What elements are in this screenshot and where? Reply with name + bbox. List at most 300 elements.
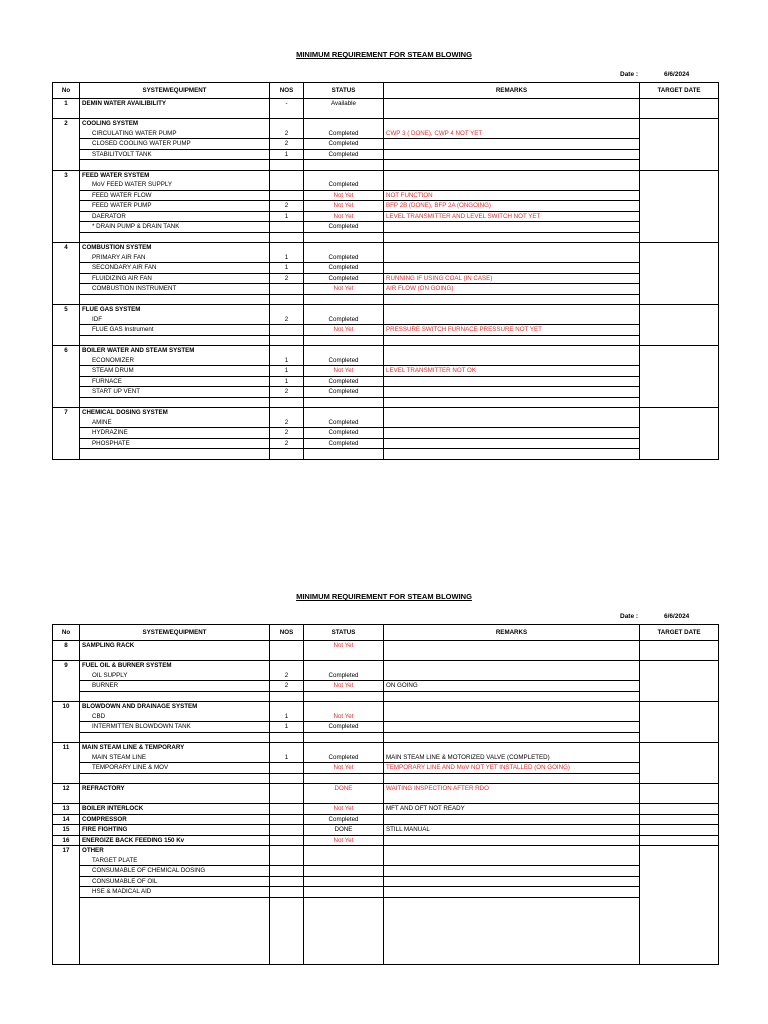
remarks-cell — [384, 907, 640, 917]
col-header-remarks: REMARKS — [384, 83, 640, 99]
nos-cell — [270, 119, 304, 129]
row-number — [53, 397, 80, 408]
target-date-cell — [640, 190, 719, 201]
remarks-cell — [384, 955, 640, 965]
status-cell: Completed — [304, 222, 384, 233]
nos-cell — [270, 804, 304, 815]
target-date-cell — [640, 671, 719, 681]
sheet2-date-label: Date : — [620, 613, 639, 620]
remarks-cell: LEVEL TRANSMITTER AND LEVEL SWITCH NOT YET — [384, 211, 640, 222]
system-equipment-cell — [80, 917, 270, 927]
remarks-cell — [384, 712, 640, 722]
system-equipment-cell: CBD — [80, 712, 270, 722]
system-equipment-cell — [80, 907, 270, 917]
row-number — [53, 273, 80, 284]
remarks-cell — [384, 691, 640, 702]
remarks-cell: RUNNING IF USING COAL (IN CASE) — [384, 273, 640, 284]
status-cell — [304, 773, 384, 784]
nos-cell — [270, 325, 304, 336]
system-row — [53, 119, 719, 129]
status-cell — [304, 945, 384, 955]
system-equipment-cell: CONSUMABLE OF CHEMICAL DOSING — [80, 866, 270, 877]
nos-cell: 2 — [270, 201, 304, 212]
target-date-cell — [640, 794, 719, 804]
equipment-row — [53, 722, 719, 733]
system-equipment-cell: HSE & MADICAL AID — [80, 887, 270, 898]
nos-cell — [270, 794, 304, 804]
row-number: 7 — [53, 408, 80, 418]
status-cell — [304, 170, 384, 180]
system-row — [53, 702, 719, 712]
target-date-cell — [640, 907, 719, 917]
equipment-row — [53, 180, 719, 190]
status-cell: Completed — [304, 418, 384, 428]
equipment-row — [53, 418, 719, 428]
system-row — [53, 243, 719, 253]
target-date-cell — [640, 438, 719, 449]
target-date-cell — [640, 284, 719, 295]
target-date-cell — [640, 387, 719, 398]
blank-row — [53, 651, 719, 661]
status-cell — [304, 732, 384, 743]
target-date-cell — [640, 366, 719, 377]
nos-cell — [270, 243, 304, 253]
nos-cell — [270, 825, 304, 836]
system-equipment-cell: FEED WATER PUMP — [80, 201, 270, 212]
remarks-cell — [384, 109, 640, 119]
row-number — [53, 139, 80, 150]
row-number — [53, 180, 80, 190]
status-cell — [304, 926, 384, 936]
system-equipment-cell: DAERATOR — [80, 211, 270, 222]
col-header-target-date: TARGET DATE — [640, 625, 719, 641]
target-date-cell — [640, 315, 719, 325]
row-number — [53, 149, 80, 160]
remarks-cell — [384, 170, 640, 180]
nos-cell — [270, 945, 304, 955]
remarks-cell — [384, 438, 640, 449]
status-cell — [304, 335, 384, 346]
system-equipment-cell: HYDRAZINE — [80, 428, 270, 439]
status-cell — [304, 408, 384, 418]
remarks-cell — [384, 263, 640, 274]
nos-cell: 2 — [270, 438, 304, 449]
col-header-target-date: TARGET DATE — [640, 83, 719, 99]
system-equipment-cell: COMPRESSOR — [80, 814, 270, 825]
status-cell: Completed — [304, 139, 384, 150]
nos-cell — [270, 160, 304, 171]
target-date-cell — [640, 376, 719, 387]
target-date-cell — [640, 846, 719, 856]
row-number — [53, 438, 80, 449]
remarks-cell — [384, 743, 640, 753]
row-number — [53, 926, 80, 936]
blank-row — [53, 917, 719, 927]
status-cell: Completed — [304, 428, 384, 439]
status-cell — [304, 661, 384, 671]
target-date-cell — [640, 129, 719, 139]
row-number — [53, 294, 80, 305]
nos-cell: 1 — [270, 376, 304, 387]
nos-cell — [270, 691, 304, 702]
nos-cell — [270, 109, 304, 119]
target-date-cell — [640, 222, 719, 233]
system-row — [53, 814, 719, 825]
system-equipment-cell: FUEL OIL & BURNER SYSTEM — [80, 661, 270, 671]
status-cell: Completed — [304, 753, 384, 763]
target-date-cell — [640, 876, 719, 887]
target-date-cell — [640, 661, 719, 671]
target-date-cell — [640, 119, 719, 129]
nos-cell — [270, 284, 304, 295]
system-row — [53, 99, 719, 109]
status-cell: Completed — [304, 180, 384, 190]
system-equipment-cell: FEED WATER FLOW — [80, 190, 270, 201]
system-equipment-cell — [80, 109, 270, 119]
equipment-row — [53, 876, 719, 887]
row-number — [53, 356, 80, 366]
nos-cell — [270, 190, 304, 201]
col-header-nos: NOS — [270, 83, 304, 99]
row-number — [53, 907, 80, 917]
target-date-cell — [640, 408, 719, 418]
remarks-cell — [384, 876, 640, 887]
equipment-row — [53, 376, 719, 387]
nos-cell — [270, 763, 304, 774]
status-cell: Not Yet — [304, 284, 384, 295]
remarks-cell: AIR FLOW (ON GOING) — [384, 284, 640, 295]
target-date-cell — [640, 149, 719, 160]
target-date-cell — [640, 449, 719, 460]
equipment-row — [53, 129, 719, 139]
row-number — [53, 753, 80, 763]
nos-cell — [270, 907, 304, 917]
nos-cell — [270, 866, 304, 877]
remarks-cell — [384, 814, 640, 825]
row-number — [53, 325, 80, 336]
nos-cell: 2 — [270, 315, 304, 325]
nos-cell: 1 — [270, 722, 304, 733]
remarks-cell — [384, 335, 640, 346]
remarks-cell — [384, 149, 640, 160]
status-cell: Completed — [304, 722, 384, 733]
remarks-cell — [384, 641, 640, 651]
row-number: 10 — [53, 702, 80, 712]
system-equipment-cell: MoV FEED WATER SUPPLY — [80, 180, 270, 190]
row-number — [53, 876, 80, 887]
system-equipment-cell — [80, 397, 270, 408]
status-cell: Completed — [304, 315, 384, 325]
remarks-cell — [384, 846, 640, 856]
blank-row — [53, 936, 719, 946]
remarks-cell: LEVEL TRANSMITTER NOT OK — [384, 366, 640, 377]
system-equipment-cell: SAMPLING RACK — [80, 641, 270, 651]
target-date-cell — [640, 139, 719, 150]
row-number — [53, 917, 80, 927]
nos-cell: 2 — [270, 418, 304, 428]
row-number — [53, 253, 80, 263]
system-equipment-cell: * DRAIN PUMP & DRAIN TANK — [80, 222, 270, 233]
equipment-row — [53, 753, 719, 763]
nos-cell — [270, 897, 304, 907]
status-cell: Not Yet — [304, 763, 384, 774]
status-cell: Completed — [304, 438, 384, 449]
target-date-cell — [640, 866, 719, 877]
row-number — [53, 671, 80, 681]
remarks-cell — [384, 835, 640, 846]
status-cell — [304, 907, 384, 917]
nos-cell: 2 — [270, 129, 304, 139]
nos-cell — [270, 170, 304, 180]
nos-cell — [270, 926, 304, 936]
target-date-cell — [640, 926, 719, 936]
status-cell: DONE — [304, 825, 384, 836]
system-equipment-cell: TEMPORARY LINE & MOV — [80, 763, 270, 774]
nos-cell — [270, 180, 304, 190]
remarks-cell — [384, 651, 640, 661]
equipment-row — [53, 201, 719, 212]
row-number: 16 — [53, 835, 80, 846]
system-row — [53, 661, 719, 671]
row-number — [53, 284, 80, 295]
system-equipment-cell: MAIN STEAM LINE — [80, 753, 270, 763]
status-cell — [304, 397, 384, 408]
status-cell — [304, 243, 384, 253]
sheet2-date: 6/6/2024 — [664, 613, 690, 620]
row-number — [53, 897, 80, 907]
nos-cell: 1 — [270, 753, 304, 763]
status-cell: Completed — [304, 387, 384, 398]
system-equipment-cell — [80, 232, 270, 243]
system-equipment-cell — [80, 691, 270, 702]
status-cell: DONE — [304, 784, 384, 794]
nos-cell: 2 — [270, 273, 304, 284]
col-header-no: No — [53, 83, 80, 99]
status-cell — [304, 794, 384, 804]
target-date-cell — [640, 201, 719, 212]
target-date-cell — [640, 160, 719, 171]
nos-cell: - — [270, 99, 304, 109]
status-cell — [304, 119, 384, 129]
target-date-cell — [640, 335, 719, 346]
remarks-cell: WAITING INSPECTION AFTER RDO — [384, 784, 640, 794]
row-number — [53, 366, 80, 377]
system-row — [53, 743, 719, 753]
status-cell — [304, 887, 384, 898]
blank-row — [53, 945, 719, 955]
nos-cell — [270, 917, 304, 927]
status-cell — [304, 936, 384, 946]
remarks-cell — [384, 945, 640, 955]
target-date-cell — [640, 743, 719, 753]
equipment-row — [53, 356, 719, 366]
remarks-cell: ON GOING — [384, 681, 640, 692]
status-cell — [304, 691, 384, 702]
blank-row — [53, 109, 719, 119]
sheet1-title: MINIMUM REQUIREMENT FOR STEAM BLOWING — [296, 50, 472, 59]
system-equipment-cell — [80, 773, 270, 784]
target-date-cell — [640, 945, 719, 955]
nos-cell: 1 — [270, 211, 304, 222]
target-date-cell — [640, 856, 719, 866]
target-date-cell — [640, 99, 719, 109]
equipment-row — [53, 315, 719, 325]
col-header-no: No — [53, 625, 80, 641]
nos-cell: 2 — [270, 428, 304, 439]
status-cell — [304, 866, 384, 877]
col-header-system: SYSTEM/EQUIPMENT — [80, 83, 270, 99]
nos-cell — [270, 702, 304, 712]
row-number: 1 — [53, 99, 80, 109]
equipment-row — [53, 284, 719, 295]
target-date-cell — [640, 180, 719, 190]
nos-cell — [270, 846, 304, 856]
remarks-cell: PRESSURE SWITCH FURNACE PRESSURE NOT YET — [384, 325, 640, 336]
row-number — [53, 722, 80, 733]
remarks-cell — [384, 180, 640, 190]
system-equipment-cell — [80, 945, 270, 955]
status-cell — [304, 743, 384, 753]
system-equipment-cell: FLUE GAS SYSTEM — [80, 305, 270, 315]
status-cell: Not Yet — [304, 201, 384, 212]
blank-row — [53, 232, 719, 243]
row-number — [53, 955, 80, 965]
status-cell: Completed — [304, 814, 384, 825]
remarks-cell — [384, 232, 640, 243]
target-date-cell — [640, 753, 719, 763]
nos-cell — [270, 936, 304, 946]
remarks-cell — [384, 661, 640, 671]
remarks-cell — [384, 315, 640, 325]
row-number: 11 — [53, 743, 80, 753]
row-number — [53, 763, 80, 774]
remarks-cell: BFP 2B (DONE), BFP 2A (ONGOING) — [384, 201, 640, 212]
system-row — [53, 846, 719, 856]
row-number: 3 — [53, 170, 80, 180]
target-date-cell — [640, 917, 719, 927]
row-number: 13 — [53, 804, 80, 815]
system-equipment-cell — [80, 651, 270, 661]
remarks-cell — [384, 671, 640, 681]
remarks-cell — [384, 397, 640, 408]
system-equipment-cell: ENERGIZE BACK FEEDING 150 Kv — [80, 835, 270, 846]
equipment-row — [53, 387, 719, 398]
system-equipment-cell: FLUE GAS Instrument — [80, 325, 270, 336]
target-date-cell — [640, 305, 719, 315]
system-equipment-cell: CLOSED COOLING WATER PUMP — [80, 139, 270, 150]
system-equipment-cell — [80, 449, 270, 460]
status-cell — [304, 294, 384, 305]
nos-cell: 1 — [270, 356, 304, 366]
nos-cell — [270, 305, 304, 315]
remarks-cell — [384, 305, 640, 315]
remarks-cell — [384, 428, 640, 439]
blank-row — [53, 397, 719, 408]
system-equipment-cell: CONSUMABLE OF OIL — [80, 876, 270, 887]
status-cell: Not Yet — [304, 835, 384, 846]
status-cell — [304, 109, 384, 119]
target-date-cell — [640, 691, 719, 702]
row-number — [53, 681, 80, 692]
system-equipment-cell: MAIN STEAM LINE & TEMPORARY — [80, 743, 270, 753]
equipment-row — [53, 671, 719, 681]
target-date-cell — [640, 773, 719, 784]
row-number — [53, 936, 80, 946]
col-header-nos: NOS — [270, 625, 304, 641]
nos-cell: 1 — [270, 263, 304, 274]
system-equipment-cell: FURNACE — [80, 376, 270, 387]
target-date-cell — [640, 263, 719, 274]
remarks-cell — [384, 243, 640, 253]
equipment-row — [53, 763, 719, 774]
system-row — [53, 305, 719, 315]
nos-cell: 1 — [270, 366, 304, 377]
status-cell — [304, 846, 384, 856]
nos-cell — [270, 955, 304, 965]
nos-cell: 1 — [270, 149, 304, 160]
equipment-row — [53, 325, 719, 336]
status-cell — [304, 917, 384, 927]
status-cell — [304, 856, 384, 866]
system-equipment-cell: FLUIDIZING AIR FAN — [80, 273, 270, 284]
remarks-cell — [384, 887, 640, 898]
remarks-cell — [384, 119, 640, 129]
row-number: 6 — [53, 346, 80, 356]
equipment-row — [53, 712, 719, 722]
remarks-cell — [384, 356, 640, 366]
system-equipment-cell: IDF — [80, 315, 270, 325]
row-number — [53, 712, 80, 722]
row-number — [53, 376, 80, 387]
remarks-cell — [384, 856, 640, 866]
row-number — [53, 335, 80, 346]
target-date-cell — [640, 722, 719, 733]
target-date-cell — [640, 211, 719, 222]
blank-row — [53, 732, 719, 743]
row-number: 14 — [53, 814, 80, 825]
status-cell: Not Yet — [304, 325, 384, 336]
system-equipment-cell: SECONDARY AIR FAN — [80, 263, 270, 274]
system-equipment-cell: CHEMICAL DOSING SYSTEM — [80, 408, 270, 418]
nos-cell: 2 — [270, 681, 304, 692]
nos-cell — [270, 651, 304, 661]
system-row — [53, 408, 719, 418]
blank-row — [53, 897, 719, 907]
system-equipment-cell: FEED WATER SYSTEM — [80, 170, 270, 180]
equipment-row — [53, 681, 719, 692]
remarks-cell: MFT AND OFT NOT READY — [384, 804, 640, 815]
remarks-cell — [384, 408, 640, 418]
status-cell — [304, 702, 384, 712]
target-date-cell — [640, 732, 719, 743]
target-date-cell — [640, 294, 719, 305]
nos-cell: 1 — [270, 253, 304, 263]
blank-row — [53, 294, 719, 305]
target-date-cell — [640, 835, 719, 846]
target-date-cell — [640, 232, 719, 243]
equipment-row — [53, 438, 719, 449]
nos-cell — [270, 814, 304, 825]
row-number — [53, 651, 80, 661]
status-cell: Completed — [304, 263, 384, 274]
system-equipment-cell: TARGET PLATE — [80, 856, 270, 866]
target-date-cell — [640, 825, 719, 836]
system-equipment-cell — [80, 897, 270, 907]
row-number — [53, 129, 80, 139]
status-cell: Available — [304, 99, 384, 109]
nos-cell — [270, 294, 304, 305]
target-date-cell — [640, 273, 719, 284]
